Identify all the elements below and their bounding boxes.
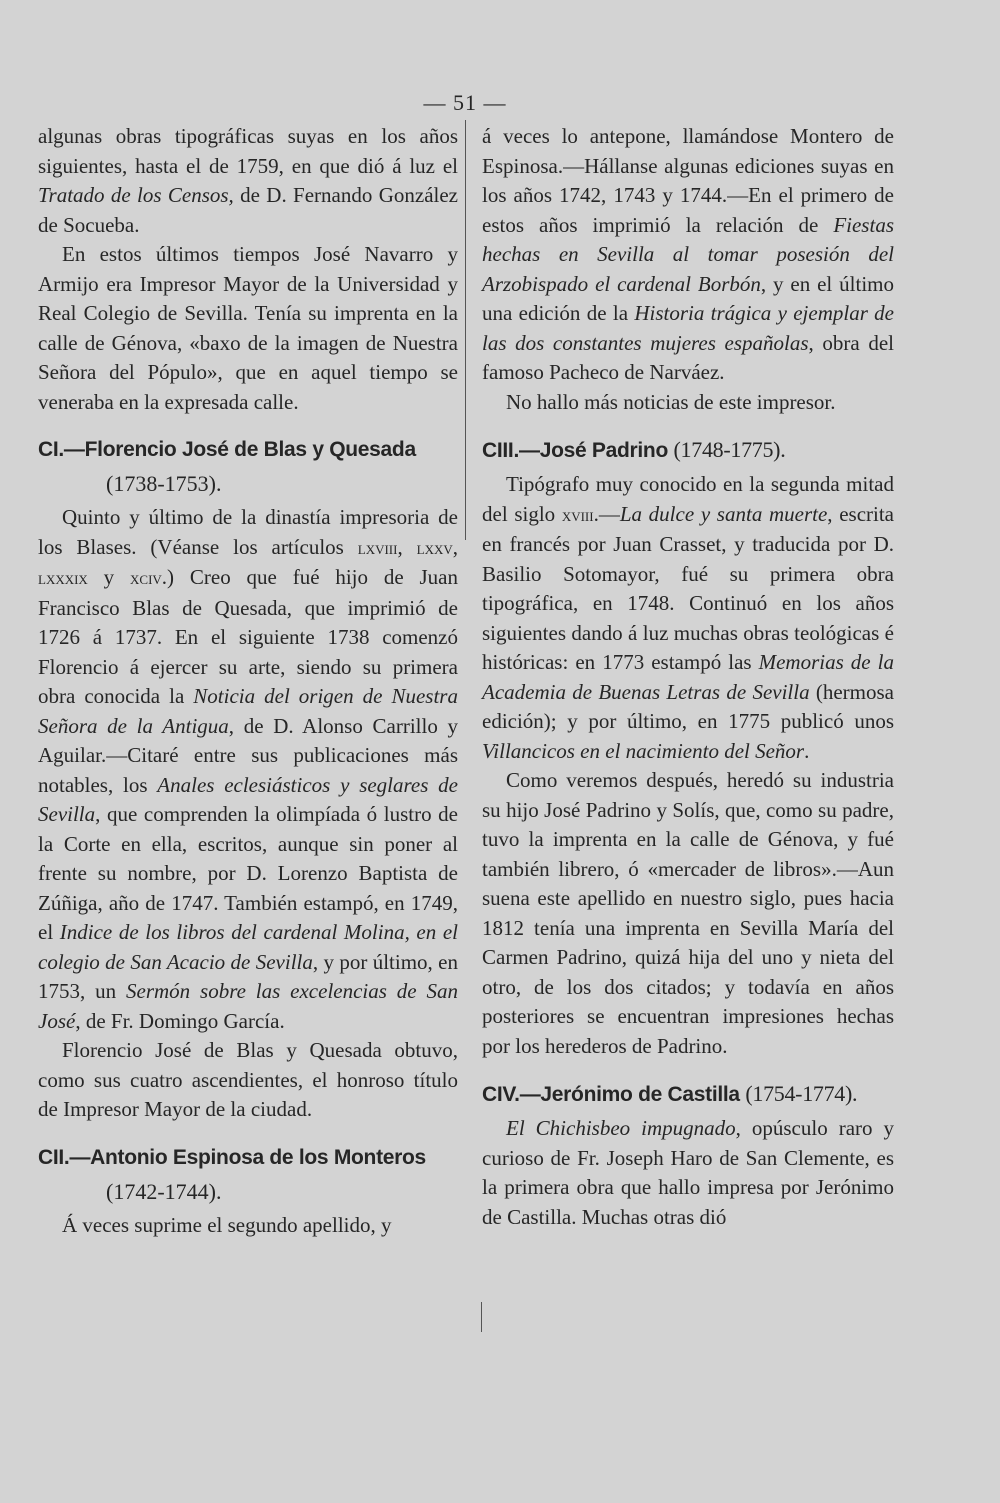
book-title: El Chichisbeo impugnado <box>506 1116 736 1140</box>
left-column <box>38 122 458 1240</box>
paragraph: Como veremos después, heredó su industria su hijo José Padrino y Solís, que, como su padre, tuvo la imprenta en la calle de Génova, y fué también librero, ó «mercader de libros».—Aun suena este apellido en nuestro siglo, pues hacia 1812 tenía una imprenta en Sevilla María del Carmen Padrino, quizá hija del uno y nieta del otro, de los dos citados; y todavía en años posteriores se encuentran impresiones hechas por los herederos de Padrino. <box>482 768 894 1058</box>
book-title: Tratado de los Censos, <box>38 183 234 207</box>
paragraph: En estos últimos tiempos José Navarro y Armijo era Impresor Mayor de la Universidad y Real Colegio de Sevilla. Tenía su imprenta en la calle de Génova, «baxo de la imagen de Nuestra Señora del Pópulo», que en aquel tiempo se veneraba en la expresada calle. <box>38 242 458 414</box>
heading-label: CIII.—José Padrino <box>482 439 668 462</box>
book-title: Anales eclesiásticos y seglares de Sevilla <box>38 772 458 826</box>
book-title: Historia trágica y ejemplar de las dos constantes mujeres españolas <box>482 301 895 355</box>
text: Tipógrafo muy conocido en la segunda mitad del siglo <box>482 472 894 526</box>
section-dates: (1748-1775). <box>673 437 786 462</box>
roman-numeral: lxxv <box>416 537 453 559</box>
roman-numeral: lxviii <box>357 537 398 559</box>
text: , <box>397 534 417 559</box>
section-dates: (1754-1774). <box>745 1081 858 1106</box>
roman-numeral: lxxxix <box>38 568 88 589</box>
right-column <box>482 122 894 1232</box>
section-dates: (1742-1744). <box>106 1178 222 1204</box>
text: , <box>452 534 459 559</box>
section-heading-cii <box>38 1143 458 1173</box>
heading-label: CIV.—Jerónimo de Castilla <box>482 1083 740 1106</box>
page-number: — 51 — <box>423 90 507 115</box>
paragraph: Á veces suprime el segundo apellido, y <box>62 1212 392 1237</box>
book-title: Indice de los libros del cardenal Molina, en el colegio de San Acacio de Sevilla <box>38 920 459 974</box>
text: y <box>87 565 131 589</box>
paragraph <box>482 122 894 388</box>
book-title: Noticia del origen de Nuestra Señora de la Antigua <box>38 684 458 738</box>
column-rule-bottom <box>481 1302 482 1332</box>
text: , y en el último una edición de la <box>482 271 894 325</box>
section-heading-civ <box>482 1079 894 1110</box>
paragraph: No hallo más noticias de este impresor. <box>506 389 836 414</box>
roman-numeral: xviii <box>561 504 594 526</box>
section-heading-ciii <box>482 435 894 466</box>
text: algunas obras tipográficas suyas en los años siguientes, hasta el de 1759, en que dió á luz el <box>38 124 458 178</box>
heading-label: CII.—Antonio Espinosa de los Monteros <box>38 1145 426 1169</box>
text: , de D. Alonso Carrillo y Aguilar.—Citaré entre sus publicaciones más notables, los <box>38 713 458 797</box>
book-title: Sermón sobre las excelencias de San José <box>38 979 459 1033</box>
text: . <box>804 738 810 763</box>
text: .— <box>593 501 620 526</box>
text: Quinto y último de la dinastía impresoria de los Blases. (Véanse los artículos <box>38 505 458 559</box>
paragraph <box>38 503 458 1036</box>
section-heading-ci <box>38 435 458 465</box>
section-dates: (1738-1753). <box>106 471 222 496</box>
roman-numeral: xciv <box>130 568 162 589</box>
book-title: Villancicos en el nacimiento del Señor <box>482 738 805 763</box>
text: de D. Fernando González de Socueba. <box>38 183 458 237</box>
paragraph <box>38 122 458 240</box>
text: , de Fr. Domingo García. <box>75 1008 285 1033</box>
text: , escrita en francés por Juan Crasset, y traducida por D. Basilio Sotomayor, fué su primera obra tipográfica, en 1748. Continuó en los años siguientes dando á luz muchas obras teológicas é históricas: en 1773 estampó las <box>482 501 895 674</box>
column-rule <box>465 120 466 540</box>
book-title: La dulce y santa muerte <box>619 501 828 526</box>
text: .) Creo que fué hijo de Juan Francisco Blas de Quesada, que imprimió de 1726 á 1737. En el siguiente 1738 comenzó Florencio á ejercer su arte, siendo su primera obra conocida la <box>38 565 459 708</box>
heading-label: CI.—Florencio José de Blas y Quesada <box>38 438 416 461</box>
text: , opúsculo raro y curioso de Fr. Joseph Haro de San Clemente, es la primera obra que hallo impresa por Jerónimo de Castilla. Muchas otras dió <box>482 1116 894 1229</box>
paragraph <box>482 470 894 766</box>
paragraph: Florencio José de Blas y Quesada obtuvo, como sus cuatro ascendientes, el honroso título de Impresor Mayor de la ciudad. <box>38 1038 458 1121</box>
text: á veces lo antepone, llamándose Montero de Espinosa.—Hállanse algunas ediciones suyas en los años 1742, 1743 y 1744.—En el primero de estos años imprimió la relación de <box>482 124 894 237</box>
book-title: Fiestas hechas en Sevilla al tomar posesión del Arzobispado el cardenal Borbón <box>482 212 894 296</box>
text: (hermosa edición); y por último, en 1775 publicó unos <box>482 679 894 733</box>
paragraph <box>482 1114 894 1232</box>
text: , que comprenden la olimpíada ó lustro de la Corte en ella, escritos, aunque sin poner al frente su nombre, por D. Lorenzo Baptista de Zúñiga, año de 1747. También estampó, en 1749, el <box>38 802 458 944</box>
text: , obra del famoso Pacheco de Narváez. <box>482 330 894 384</box>
book-title: Memorias de la Academia de Buenas Letras de Sevilla <box>482 650 894 704</box>
text: , y por último, en 1753, un <box>38 949 458 1003</box>
